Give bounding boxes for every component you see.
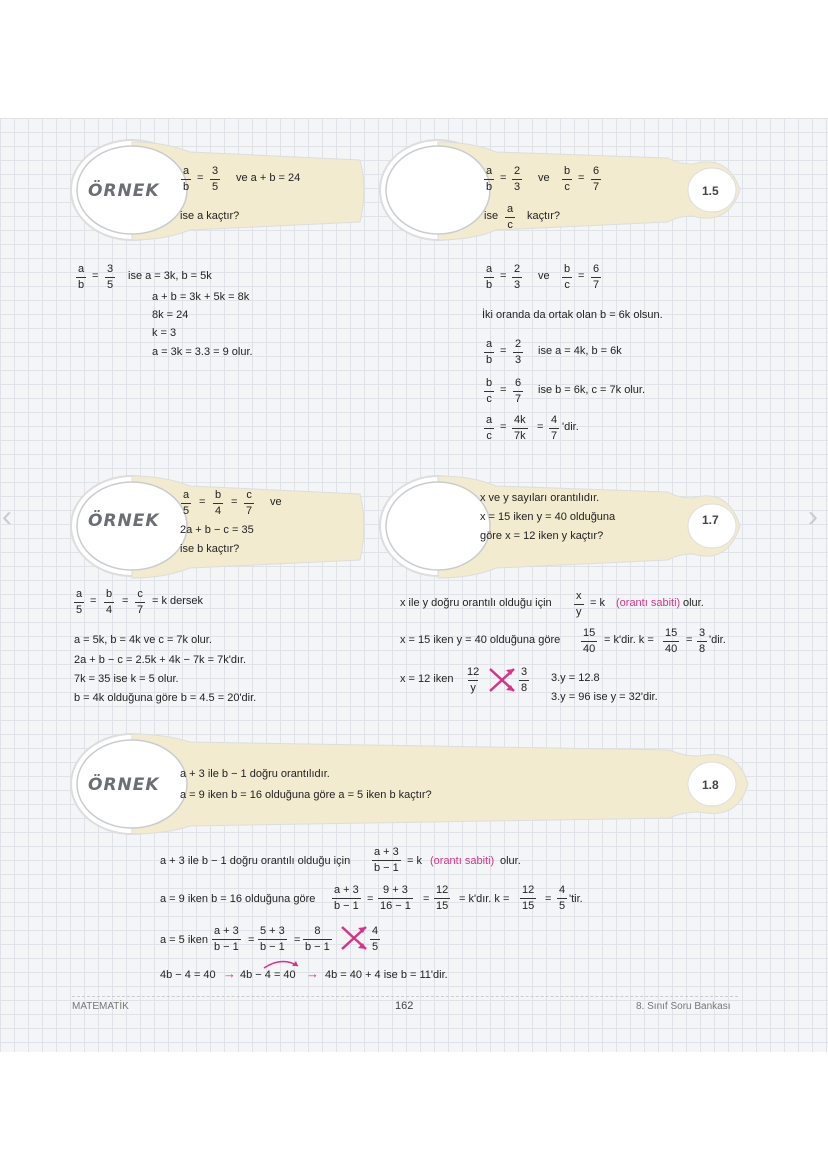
equals: =	[122, 595, 129, 607]
fraction-6-7: $\frac{6}{7}$	[593, 263, 600, 291]
suffix: 'dir.	[562, 421, 579, 433]
question-line: a = 9 iken b = 16 olduğuna göre a = 5 iken b kaçtır?	[180, 789, 432, 801]
fraction-4-7: $\frac{4}{7}$	[551, 414, 558, 442]
equals: =	[578, 270, 585, 282]
solution-line: ise b = 6k, c = 7k olur.	[538, 384, 646, 396]
solution-line: = k dersek	[152, 595, 204, 607]
equals: =	[199, 496, 206, 508]
fraction-a-5: $\frac{a}{5}$	[183, 489, 190, 517]
equals: =	[500, 421, 507, 433]
fraction-12-15: $\frac{12}{15}$	[436, 884, 449, 912]
fraction-x-y: $\frac{x}{y}$	[576, 590, 582, 618]
suffix: 'dir.	[709, 634, 726, 646]
equals: =	[90, 595, 97, 607]
equals: =	[197, 172, 204, 184]
fraction-8-b1: $\frac{8}{b - 1}$	[305, 925, 330, 953]
equals: =	[545, 893, 552, 905]
solution-line: x = 15 iken y = 40 olduğuna göre	[400, 634, 561, 646]
solution-text: = k	[407, 855, 422, 867]
fraction-15-40: $\frac{15}{40}$	[665, 627, 678, 655]
example-banner-right	[378, 466, 748, 586]
fraction-b-c: $\frac{b}{c}$	[486, 377, 493, 405]
equals: =	[231, 496, 238, 508]
solution-line: 7k = 35 ise k = 5 olur.	[74, 673, 179, 685]
example-label: ÖRNEK	[88, 181, 160, 201]
ise: ise	[484, 210, 499, 222]
chain-step: 4b − 4 = 40	[240, 969, 296, 981]
equals: =	[500, 172, 507, 184]
fraction-3-8: $\frac{3}{8}$	[521, 666, 528, 694]
example-banner-wide	[70, 726, 750, 836]
solution-line: 3.y = 96 ise y = 32'dir.	[551, 691, 658, 703]
fraction-a3-b1: $\frac{a + 3}{b - 1}$	[214, 925, 239, 953]
example-label: ÖRNEK	[88, 775, 160, 795]
constant-label: (orantı sabiti)	[430, 855, 495, 867]
equals: =	[500, 270, 507, 282]
move-term-arrow-icon	[262, 956, 302, 970]
fraction-a-5: $\frac{a}{5}$	[76, 588, 83, 616]
fraction-b-4: $\frac{b}{4}$	[106, 588, 113, 616]
fraction-a-b: $\frac{a}{b}$	[486, 263, 493, 291]
solution-text: x = 12 iken	[400, 673, 454, 685]
example-number: 1.5	[702, 184, 719, 198]
fraction-6-7: $\frac{6}{7}$	[515, 377, 522, 405]
example-number: 1.8	[702, 778, 719, 792]
fraction-15-40: $\frac{15}{40}$	[583, 627, 596, 655]
conjunction: ve	[538, 172, 550, 184]
solution-line: k = 3	[152, 327, 177, 339]
solution-text: olur.	[500, 855, 521, 867]
fraction-b-c: $\frac{b}{c}$	[564, 263, 571, 291]
fraction-4k-7k: $\frac{4k}{7k}$	[514, 414, 526, 442]
solution-text: olur.	[683, 597, 704, 609]
solution-line: 8k = 24	[152, 309, 189, 321]
question-equation: 2a + b − c = 35	[180, 524, 254, 536]
equals: =	[423, 893, 430, 905]
conjunction: ve	[538, 270, 550, 282]
solution-line: a = 3k = 3.3 = 9 olur.	[152, 346, 253, 358]
question-line: x ve y sayıları orantılıdır.	[480, 492, 600, 504]
page-number: 162	[395, 1000, 414, 1012]
solution-line: ise a = 3k, b = 5k	[128, 270, 212, 282]
solution-line: 2a + b − c = 2.5k + 4k − 7k = 7k'dır.	[74, 654, 247, 666]
question-line: göre x = 12 iken y kaçtır?	[480, 530, 604, 542]
example-label: ÖRNEK	[88, 511, 160, 531]
fraction-a-b: $\frac{a}{b}$	[486, 338, 493, 366]
solution-line: x ile y doğru orantılı olduğu için	[400, 597, 552, 609]
chain-step: 4b − 4 = 40	[160, 969, 216, 981]
chain-step: 4b = 40 + 4 ise b = 11'dir.	[325, 969, 448, 981]
fraction-12-y: $\frac{12}{y}$	[467, 666, 480, 694]
footer-subject: MATEMATİK	[72, 1001, 129, 1012]
equals: =	[294, 934, 301, 946]
equals: =	[248, 934, 255, 946]
solution-line: a + 3 ile b − 1 doğru orantılı olduğu için	[160, 855, 351, 867]
fraction-2-3: $\frac{2}{3}$	[514, 165, 521, 193]
solution-text: = k'dir. k =	[604, 634, 654, 646]
question-line: a + 3 ile b − 1 doğru orantılıdır.	[180, 768, 330, 780]
fraction-a-b: $\frac{a}{b}$	[183, 165, 190, 193]
fraction-6-7: $\frac{6}{7}$	[593, 165, 600, 193]
fraction-a-c: $\frac{a}{c}$	[507, 203, 514, 231]
fraction-a-b: $\frac{a}{b}$	[486, 165, 493, 193]
fraction-2-3: $\frac{2}{3}$	[515, 338, 522, 366]
fraction-b-c: $\frac{b}{c}$	[564, 165, 571, 193]
fraction-3-5: $\frac{3}{5}$	[107, 263, 114, 291]
solution-line: a = 9 iken b = 16 olduğuna göre	[160, 893, 316, 905]
solution-text: a = 5 iken	[160, 934, 209, 946]
solution-line: İki oranda da ortak olan b = 6k olsun.	[482, 309, 663, 321]
arrow-right-icon: →	[306, 966, 319, 981]
fraction-2-3: $\frac{2}{3}$	[514, 263, 521, 291]
question-ask: kaçtır?	[527, 210, 561, 222]
fraction-a-c: $\frac{a}{c}$	[486, 414, 493, 442]
fraction-4-5: $\frac{4}{5}$	[559, 884, 566, 912]
fraction-c-7: $\frac{c}{7}$	[137, 588, 144, 616]
example-number: 1.7	[702, 513, 719, 527]
solution-line: 3.y = 12.8	[551, 672, 600, 684]
constant-label: (orantı sabiti)	[616, 597, 681, 609]
equals: =	[92, 270, 99, 282]
footer-divider	[72, 996, 738, 997]
equals: =	[367, 893, 374, 905]
fraction-a-b: $\frac{a}{b}$	[78, 263, 85, 291]
fraction-4-5: $\frac{4}{5}$	[372, 925, 379, 953]
equals: =	[578, 172, 585, 184]
solution-line: b = 4k olduğuna göre b = 4.5 = 20'dir.	[74, 692, 257, 704]
question-line: x = 15 iken y = 40 olduğuna	[480, 511, 616, 523]
solution-line: a = 5k, b = 4k ve c = 7k olur.	[74, 634, 212, 646]
equals: =	[537, 421, 544, 433]
fraction-3-5: $\frac{3}{5}$	[212, 165, 219, 193]
solution-text: = k'dır. k =	[459, 893, 510, 905]
equals: =	[686, 634, 693, 646]
fraction-b-4: $\frac{b}{4}$	[215, 489, 222, 517]
fraction-12-15: $\frac{12}{15}$	[522, 884, 535, 912]
question-condition: ve a + b = 24	[236, 172, 301, 184]
question-ask: ise a kaçtır?	[180, 210, 240, 222]
fraction-a3-b1: $\frac{a + 3}{b - 1}$	[334, 884, 359, 912]
fraction-a3-b1: $\frac{a + 3}{b - 1}$	[374, 846, 399, 874]
suffix: 'tir.	[569, 893, 583, 905]
fraction-3-8: $\frac{3}{8}$	[699, 627, 706, 655]
cross-multiply-icon	[487, 666, 517, 694]
next-page-icon[interactable]: ›	[808, 500, 818, 533]
solution-line: a + b = 3k + 5k = 8k	[152, 291, 250, 303]
cross-multiply-icon	[339, 924, 369, 952]
arrow-right-icon: →	[223, 966, 236, 981]
footer-book-title: 8. Sınıf Soru Bankası	[636, 1001, 731, 1012]
fraction-8-b1: $\frac{5 + 3}{b - 1}$	[260, 925, 285, 953]
solution-line: ise a = 4k, b = 6k	[538, 345, 622, 357]
equals: =	[500, 345, 507, 357]
prev-page-icon[interactable]: ‹	[2, 500, 12, 533]
conjunction: ve	[270, 496, 282, 508]
question-ask: ise b kaçtır?	[180, 543, 240, 555]
equals: =	[500, 384, 507, 396]
fraction-9-16: $\frac{9 + 3}{16 - 1}$	[380, 884, 411, 912]
fraction-c-7: $\frac{c}{7}$	[246, 489, 253, 517]
solution-text: = k	[590, 597, 605, 609]
